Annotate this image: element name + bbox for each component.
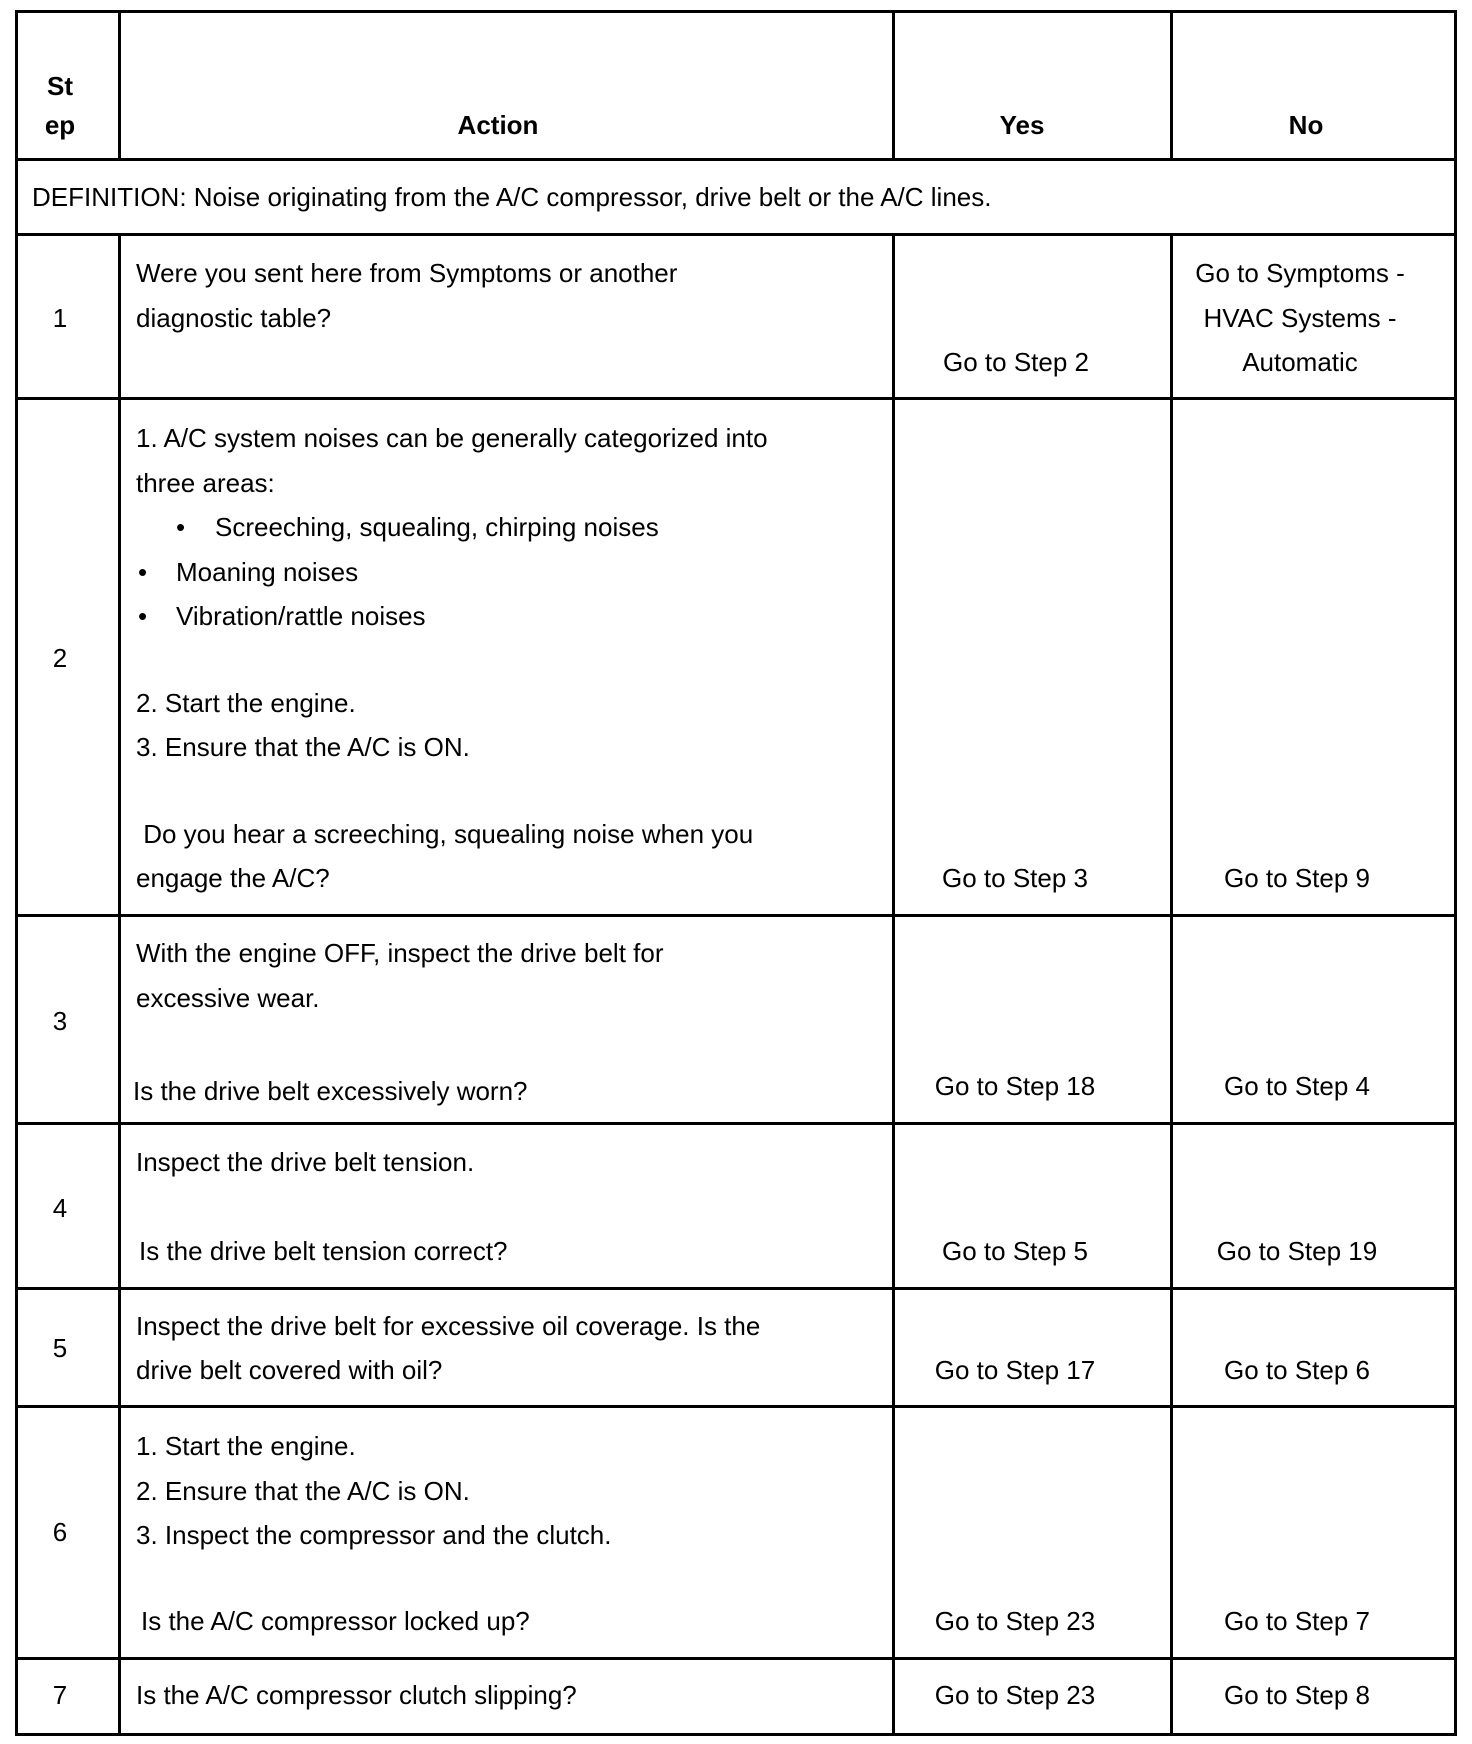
row-divider — [15, 397, 1457, 400]
step-number: 4 — [52, 1193, 68, 1223]
step-number: 5 — [52, 1333, 68, 1363]
definition-text: DEFINITION: Noise originating from the A/C compressor, drive belt or the A/C lines. — [32, 182, 992, 212]
action-text: Is the drive belt tension correct? — [139, 1236, 508, 1266]
yes-result: Go to Step 23 — [934, 1606, 1096, 1636]
step-number: 1 — [52, 303, 68, 333]
bullet-icon: • — [138, 557, 148, 587]
action-text: three areas: — [136, 468, 275, 498]
row-divider — [15, 1405, 1457, 1408]
no-result: Go to Step 6 — [1224, 1355, 1370, 1385]
action-text: Inspect the drive belt tension. — [136, 1147, 475, 1177]
header-step: ep — [44, 110, 76, 140]
no-result: Go to Step 7 — [1224, 1606, 1370, 1636]
no-result: Automatic — [1242, 347, 1358, 377]
step-number: 6 — [52, 1517, 68, 1547]
action-text: Is the A/C compressor clutch slipping? — [136, 1680, 577, 1710]
header-yes: Yes — [999, 110, 1045, 140]
no-result: HVAC Systems - — [1203, 303, 1397, 333]
action-text: Screeching, squealing, chirping noises — [215, 512, 659, 542]
column-divider — [1454, 10, 1457, 1736]
action-text: Were you sent here from Symptoms or another — [136, 258, 678, 288]
step-number: 3 — [52, 1006, 68, 1036]
action-text: 2. Ensure that the A/C is ON. — [136, 1476, 470, 1506]
yes-result: Go to Step 5 — [942, 1236, 1088, 1266]
column-divider — [118, 233, 121, 1736]
column-divider — [15, 10, 18, 1736]
action-text: Moaning noises — [176, 557, 359, 587]
no-result: Go to Symptoms - — [1195, 258, 1405, 288]
yes-result: Go to Step 23 — [934, 1680, 1096, 1710]
action-text: Inspect the drive belt for excessive oil coverage. Is the — [136, 1311, 761, 1341]
action-text: Do you hear a screeching, squealing noise when you — [136, 819, 754, 849]
action-text: 3. Inspect the compressor and the clutch. — [136, 1520, 612, 1550]
row-divider — [15, 914, 1457, 917]
yes-result: Go to Step 2 — [943, 347, 1089, 377]
step-number: 7 — [52, 1680, 68, 1710]
action-text: drive belt covered with oil? — [136, 1355, 443, 1385]
row-divider — [15, 1733, 1457, 1736]
row-divider — [15, 1122, 1457, 1125]
action-text: Vibration/rattle noises — [176, 601, 426, 631]
no-result: Go to Step 8 — [1224, 1680, 1370, 1710]
action-text: With the engine OFF, inspect the drive belt for — [136, 938, 664, 968]
action-text: 1. Start the engine. — [136, 1431, 356, 1461]
action-text: diagnostic table? — [136, 303, 332, 333]
row-divider — [15, 10, 1457, 13]
column-divider — [892, 10, 895, 161]
yes-result: Go to Step 3 — [942, 863, 1088, 893]
yes-result: Go to Step 18 — [934, 1071, 1096, 1101]
no-result: Go to Step 9 — [1224, 863, 1370, 893]
row-divider — [15, 1657, 1457, 1660]
no-result: Go to Step 4 — [1224, 1071, 1370, 1101]
row-divider — [15, 1287, 1457, 1290]
header-action: Action — [457, 110, 539, 140]
action-text: Is the drive belt excessively worn? — [133, 1076, 528, 1106]
header-no: No — [1288, 110, 1324, 140]
row-divider — [15, 233, 1457, 236]
action-text: 3. Ensure that the A/C is ON. — [136, 732, 470, 762]
bullet-icon: • — [176, 512, 186, 542]
action-text: 2. Start the engine. — [136, 688, 356, 718]
column-divider — [1170, 233, 1173, 1736]
no-result: Go to Step 19 — [1216, 1236, 1378, 1266]
action-text: Is the A/C compressor locked up? — [141, 1606, 530, 1636]
column-divider — [118, 10, 121, 161]
row-divider — [15, 158, 1457, 161]
header-step: St — [47, 71, 73, 101]
action-text: 1. A/C system noises can be generally categorized into — [136, 423, 768, 453]
yes-result: Go to Step 17 — [934, 1355, 1096, 1385]
action-text: engage the A/C? — [136, 863, 330, 893]
bullet-icon: • — [138, 601, 148, 631]
step-number: 2 — [52, 643, 68, 673]
column-divider — [1170, 10, 1173, 161]
column-divider — [892, 233, 895, 1736]
action-text: excessive wear. — [136, 983, 320, 1013]
